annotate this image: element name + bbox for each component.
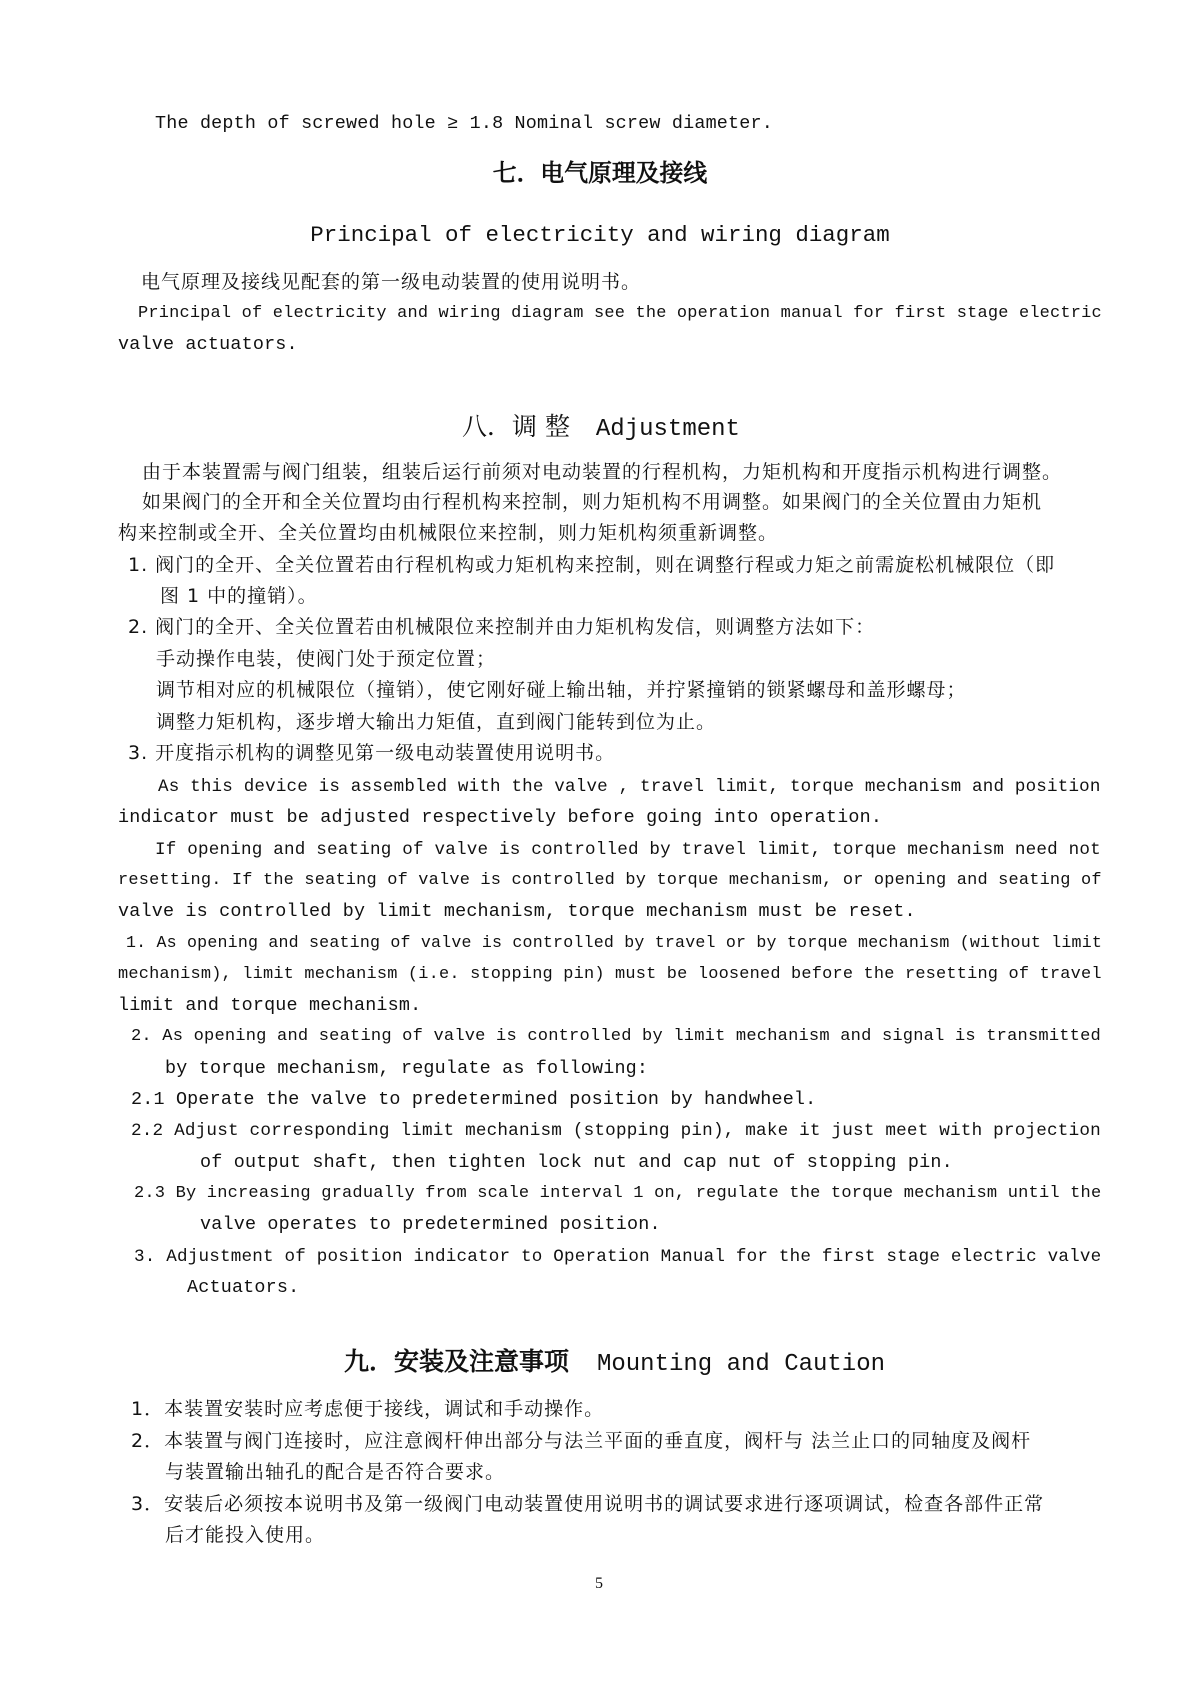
section-8-cn-line: 图 1 中的撞销）。 <box>160 585 318 607</box>
section-8-en-line: Actuators. <box>187 1277 300 1298</box>
section-8-cn-line: 1. 阀门的全开、全关位置若由行程机构或力矩机构来控制，则在调整行程或力矩之前需旋松机械限位（即 <box>128 554 1056 576</box>
section-8-en-line: As this device is assembled with the valve , travel limit, torque mechanism and position <box>158 777 1101 797</box>
section-9-title-cn: 九．安装及注意事项 <box>344 1347 570 1376</box>
section-8-en-line: by torque mechanism, regulate as following: <box>165 1058 649 1079</box>
section-7-para-en-line: valve actuators. <box>118 334 298 355</box>
section-8-cn-line: 3. 开度指示机构的调整见第一级电动装置使用说明书。 <box>128 742 616 764</box>
section-8-en-line: If opening and seating of valve is controlled by travel limit, torque mechanism need not <box>155 840 1101 860</box>
section-8-title <box>462 412 740 445</box>
section-8-en-line: 2. As opening and seating of valve is controlled by limit mechanism and signal is transmitted <box>131 1027 1101 1046</box>
section-8-cn-line: 调节相对应的机械限位（撞销），使它刚好碰上输出轴，并拧紧撞销的锁紧螺母和盖形螺母； <box>156 679 967 701</box>
section-8-cn-line: 调整力矩机构，逐步增大输出力矩值，直到阀门能转到位为止。 <box>156 711 717 733</box>
section-7-para-en-line: Principal of electricity and wiring diagram see the operation manual for first stage electric <box>138 304 1102 323</box>
section-8-en-line: of output shaft, then tighten lock nut and cap nut of stopping pin. <box>200 1152 953 1173</box>
section-8-cn-line: 手动操作电装，使阀门处于预定位置； <box>156 648 497 670</box>
section-8-title-cn: 八．调 整 <box>462 412 570 441</box>
section-7-para-cn: 电气原理及接线见配套的第一级电动装置的使用说明书。 <box>141 271 642 293</box>
section-8-en-line: 1. As opening and seating of valve is controlled by travel or by torque mechanism (without limit <box>126 933 1103 952</box>
section-8-cn-line: 如果阀门的全开和全关位置均由行程机构来控制，则力矩机构不用调整。如果阀门的全关位置由力矩机 <box>142 491 1043 513</box>
section-8-en-line: limit and torque mechanism. <box>118 995 422 1016</box>
section-8-cn-line: 2. 阀门的全开、全关位置若由机械限位来控制并由力矩机构发信，则调整方法如下： <box>128 616 876 638</box>
section-9-line: 2．本装置与阀门连接时，应注意阀杆伸出部分与法兰平面的垂直度，阀杆与 法兰止口的同轴度及阀杆 <box>131 1430 1032 1452</box>
section-9-line: 1．本装置安装时应考虑便于接线，调试和手动操作。 <box>131 1398 605 1420</box>
section-9-title <box>344 1347 885 1380</box>
page-number: 5 <box>595 1575 603 1592</box>
section-8-title-en: Adjustment <box>595 416 740 443</box>
section-8-en-line: mechanism), limit mechanism (i.e. stopping pin) must be loosened before the resetting of travel <box>118 965 1102 984</box>
section-8-en-line: indicator must be adjusted respectively before going into operation. <box>118 807 883 828</box>
section-8-en-line: valve operates to predetermined position. <box>200 1214 661 1235</box>
section-8-en-line: valve is controlled by limit mechanism, torque mechanism must be reset. <box>118 901 916 922</box>
screw-depth-note: The depth of screwed hole ≥ 1.8 Nominal screw diameter. <box>155 113 773 134</box>
section-8-cn-line: 构来控制或全开、全关位置均由机械限位来控制，则力矩机构须重新调整。 <box>118 522 779 544</box>
section-8-en-line: resetting. If the seating of valve is controlled by torque mechanism, or opening and seating of <box>118 871 1102 890</box>
section-7-title-cn: 七．电气原理及接线 <box>492 159 708 187</box>
section-7-title-en: Principal of electricity and wiring diagram <box>310 222 890 248</box>
section-8-cn-line: 由于本装置需与阀门组装，组装后运行前须对电动装置的行程机构，力矩机构和开度指示机构进行调整。 <box>142 461 1063 483</box>
section-8-en-line: 3. Adjustment of position indicator to Operation Manual for the first stage electric valve <box>134 1247 1102 1267</box>
section-8-en-line: 2.1 Operate the valve to predetermined position by handwheel. <box>131 1089 817 1110</box>
section-9-line: 与装置输出轴孔的配合是否符合要求。 <box>165 1461 506 1483</box>
section-9-line: 后才能投入使用。 <box>165 1524 326 1546</box>
section-8-en-line: 2.2 Adjust corresponding limit mechanism (stopping pin), make it just meet with projection <box>131 1121 1101 1141</box>
section-9-title-en: Mounting and Caution <box>596 1351 886 1378</box>
section-9-line: 3．安装后必须按本说明书及第一级阀门电动装置使用说明书的调试要求进行逐项调试，检查各部件正常 <box>131 1493 1045 1515</box>
section-8-en-line: 2.3 By increasing gradually from scale interval 1 on, regulate the torque mechanism until the <box>134 1184 1102 1203</box>
